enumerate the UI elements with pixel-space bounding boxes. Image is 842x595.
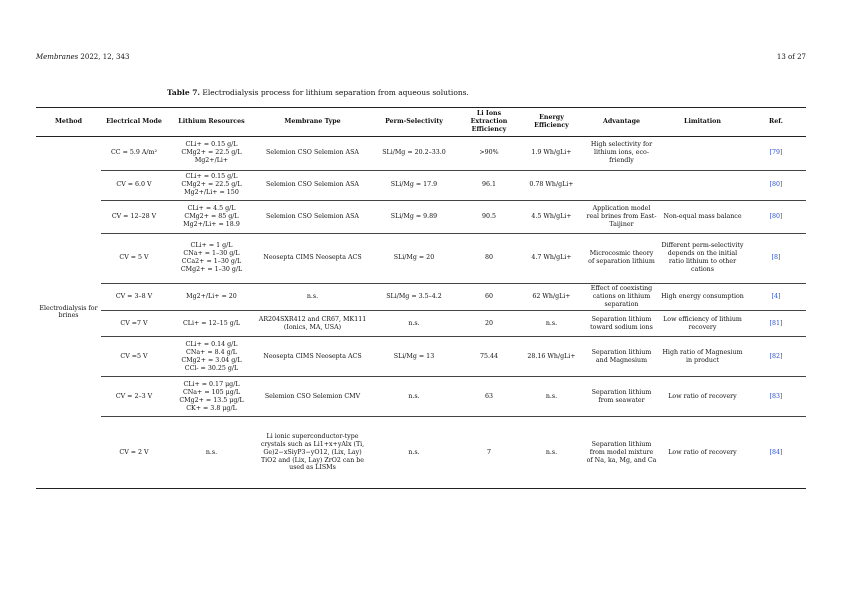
col-header-energy-efficiency: Energy Efficiency	[519, 108, 584, 137]
resource-line: CMg2+ = 22.5 g/L	[181, 149, 242, 157]
resource-line: Mg2+/Li+	[194, 157, 229, 164]
advantage-cell: Separation lithium from model mixture of Na, ka, Mg, and Ca	[584, 417, 659, 489]
perm-selectivity-cell: n.s.	[369, 311, 459, 337]
advantage-cell	[584, 170, 659, 200]
advantage-cell: Separation lithium from seawater	[584, 377, 659, 417]
energy-efficiency-cell: n.s.	[519, 311, 584, 337]
col-header-perm-selectivity: Perm-Selectivity	[369, 108, 459, 137]
limitation-cell	[659, 170, 746, 200]
extraction-efficiency-cell: 80	[459, 233, 519, 283]
running-header-citation	[36, 53, 129, 61]
limitation-cell: High energy consumption	[659, 283, 746, 311]
table-row	[36, 377, 806, 417]
perm-selectivity-cell: SLi/Mg = 13	[369, 337, 459, 377]
lithium-resources-cell	[167, 377, 256, 417]
electrical-mode-cell: CV = 5 V	[101, 233, 167, 283]
table-row	[36, 200, 806, 233]
membrane-type-cell: Li ionic superconductor-type crystals such as Li1+x+yAlx (Ti, Ge)2−xSiyP3−yO12, (Lix, Lay) TiO2 and (Lix, Lay) ZrO2 can be used as LISMs	[256, 417, 369, 489]
resource-line: CNa+ = 1–30 g/L	[183, 250, 240, 258]
extraction-efficiency-cell: 75.44	[459, 337, 519, 377]
electrical-mode-cell: CV = 2–3 V	[101, 377, 167, 417]
electrical-mode-cell: CC = 5.9 A/m²	[101, 136, 167, 170]
membrane-type-cell: Neosepta CIMS Neosepta ACS	[256, 337, 369, 377]
advantage-cell: Effect of coexisting cations on lithium separation	[584, 283, 659, 311]
perm-selectivity-cell: SLi/Mg = 20.2–33.0	[369, 136, 459, 170]
table-body	[36, 136, 806, 489]
resource-line: n.s.	[205, 448, 218, 456]
col-header-electrical-mode: Electrical Mode	[101, 108, 167, 137]
col-header-limitation: Limitation	[659, 108, 746, 137]
header-row	[36, 108, 806, 137]
extraction-efficiency-cell: 90.5	[459, 200, 519, 233]
energy-efficiency-cell: 28.16 Wh/gLi+	[519, 337, 584, 377]
ref-link[interactable]: [80]	[746, 200, 806, 233]
resource-line: CNa+ = 8.4 g/L	[186, 348, 237, 356]
col-header-advantage: Advantage	[584, 108, 659, 137]
resource-line: CCa2+ = 1–30 g/L	[181, 258, 242, 266]
electrical-mode-cell: CV = 2 V	[101, 417, 167, 489]
resource-line: CMg2+ = 3.04 g/L	[181, 356, 242, 364]
electrical-mode-cell: CV =5 V	[101, 337, 167, 377]
advantage-cell: High selectivity for lithium ions, eco-friendly	[584, 136, 659, 170]
resource-line: CLi+ = 1 g/L	[190, 242, 233, 250]
perm-selectivity-cell: n.s.	[369, 417, 459, 489]
lithium-resources-cell	[167, 136, 256, 170]
resource-line: CLi+ = 4.5 g/L	[187, 204, 236, 212]
advantage-cell: Application model real brines from East-Taijiner	[584, 200, 659, 233]
extraction-efficiency-cell: >90%	[459, 136, 519, 170]
membrane-type-cell: n.s.	[256, 283, 369, 311]
advantage-cell: Separation lithium toward sodium ions	[584, 311, 659, 337]
lithium-electrodialysis-table	[36, 107, 806, 489]
ref-link[interactable]: [4]	[746, 283, 806, 311]
ref-link[interactable]: [79]	[746, 136, 806, 170]
lithium-resources-cell	[167, 337, 256, 377]
resource-line: CMg2+ = 22.5 g/L	[181, 181, 242, 189]
energy-efficiency-cell: n.s.	[519, 377, 584, 417]
table-label: Table 7.	[167, 88, 201, 97]
ref-link[interactable]: [80]	[746, 170, 806, 200]
lithium-resources-cell	[167, 283, 256, 311]
lithium-resources-cell	[167, 417, 256, 489]
col-header-method: Method	[36, 108, 101, 137]
table-row	[36, 283, 806, 311]
energy-efficiency-cell: 4.7 Wh/gLi+	[519, 233, 584, 283]
limitation-cell: High ratio of Magnesium in product	[659, 337, 746, 377]
limitation-cell	[659, 136, 746, 170]
ref-link[interactable]: [83]	[746, 377, 806, 417]
resource-line: Mg2+/Li+ = 20	[186, 292, 237, 300]
ref-link[interactable]: [82]	[746, 337, 806, 377]
resource-line: CMg2+ = 1–30 g/L	[180, 265, 243, 273]
ref-link[interactable]: [8]	[746, 233, 806, 283]
journal-volume: 2022, 12, 343	[78, 53, 130, 61]
extraction-efficiency-cell: 96.1	[459, 170, 519, 200]
limitation-cell: Low ratio of recovery	[659, 417, 746, 489]
table-caption-text: Electrodialysis process for lithium separation from aqueous solutions.	[200, 88, 469, 97]
resource-line: Mg2+/Li+ = 150	[184, 189, 239, 196]
membrane-type-cell: Selemion CSO Selemion ASA	[256, 200, 369, 233]
table-row	[36, 311, 806, 337]
col-header-lithium-resources: Lithium Resources	[167, 108, 256, 137]
col-header-membrane-type: Membrane Type	[256, 108, 369, 137]
membrane-type-cell: Neosepta CIMS Neosepta ACS	[256, 233, 369, 283]
perm-selectivity-cell: SLi/Mg = 3.5–4.2	[369, 283, 459, 311]
lithium-resources-cell	[167, 233, 256, 283]
page-number: 13 of 27	[776, 53, 806, 61]
energy-efficiency-cell: 62 Wh/gLi+	[519, 283, 584, 311]
perm-selectivity-cell: SLi/Mg = 9.89	[369, 200, 459, 233]
table-row	[36, 337, 806, 377]
advantage-cell: Separation lithium and Magnesium	[584, 337, 659, 377]
table-row	[36, 233, 806, 283]
membrane-type-cell: Selemion CSO Selemion ASA	[256, 136, 369, 170]
membrane-type-cell: Selemion CSO Selemion CMV	[256, 377, 369, 417]
resource-line: CNa+ = 105 μg/L	[182, 388, 241, 396]
limitation-cell: Different perm-selectivity depends on the initial ratio lithium to other cations	[659, 233, 746, 283]
resource-line: CLi+ = 0.15 g/L	[185, 173, 238, 181]
energy-efficiency-cell: 4.5 Wh/gLi+	[519, 200, 584, 233]
lithium-resources-cell	[167, 200, 256, 233]
advantage-cell: Microcosmic theory of separation lithium	[584, 233, 659, 283]
col-header-extraction-efficiency: Li Ions Extraction Efficiency	[459, 108, 519, 137]
resource-line: CCl- = 30.25 g/L	[184, 364, 239, 372]
extraction-efficiency-cell: 20	[459, 311, 519, 337]
table-row	[36, 136, 806, 170]
ref-link[interactable]: [81]	[746, 311, 806, 337]
lithium-resources-cell	[167, 311, 256, 337]
resource-line: CMg2+ = 85 g/L	[184, 212, 239, 220]
resource-line: CLi+ = 0.14 g/L	[185, 340, 238, 348]
energy-efficiency-cell: n.s.	[519, 417, 584, 489]
limitation-cell: Low ratio of recovery	[659, 377, 746, 417]
col-header-ref: Ref.	[746, 108, 806, 137]
resource-line: CLi+ = 0.17 μg/L	[183, 380, 240, 388]
table-row	[36, 417, 806, 489]
membrane-type-cell: AR204SXR412 and CR67, MK111 (Ionics, MA, USA)	[256, 311, 369, 337]
resource-line: Mg2+/Li+ = 18.9	[183, 220, 240, 228]
table-row	[36, 170, 806, 200]
journal-name: Membranes	[36, 53, 79, 61]
resource-line: CMg2+ = 13.5 μg/L	[179, 396, 244, 404]
limitation-cell: Non-equal mass balance	[659, 200, 746, 233]
extraction-efficiency-cell: 60	[459, 283, 519, 311]
perm-selectivity-cell: n.s.	[369, 377, 459, 417]
electrical-mode-cell: CV = 12–28 V	[101, 200, 167, 233]
membrane-type-cell: Selemion CSO Selemion ASA	[256, 170, 369, 200]
electrical-mode-cell: CV = 6.0 V	[101, 170, 167, 200]
electrical-mode-cell: CV =7 V	[101, 311, 167, 337]
limitation-cell: Low efficiency of lithium recovery	[659, 311, 746, 337]
energy-efficiency-cell: 0.78 Wh/gLi+	[519, 170, 584, 200]
table-caption	[167, 88, 469, 97]
perm-selectivity-cell: SLi/Mg = 20	[369, 233, 459, 283]
resource-line: CLi+ = 12–15 g/L	[182, 319, 241, 327]
lithium-resources-cell	[167, 170, 256, 200]
extraction-efficiency-cell: 7	[459, 417, 519, 489]
resource-line: CLi+ = 0.15 g/L	[185, 141, 238, 149]
method-cell: Electrodialysis for brines	[36, 136, 101, 489]
electrical-mode-cell: CV = 3–8 V	[101, 283, 167, 311]
extraction-efficiency-cell: 63	[459, 377, 519, 417]
resource-line: CK+ = 3.8 μg/L	[186, 404, 237, 412]
perm-selectivity-cell: SLi/Mg = 17.9	[369, 170, 459, 200]
ref-link[interactable]: [84]	[746, 417, 806, 489]
energy-efficiency-cell: 1.9 Wh/gLi+	[519, 136, 584, 170]
